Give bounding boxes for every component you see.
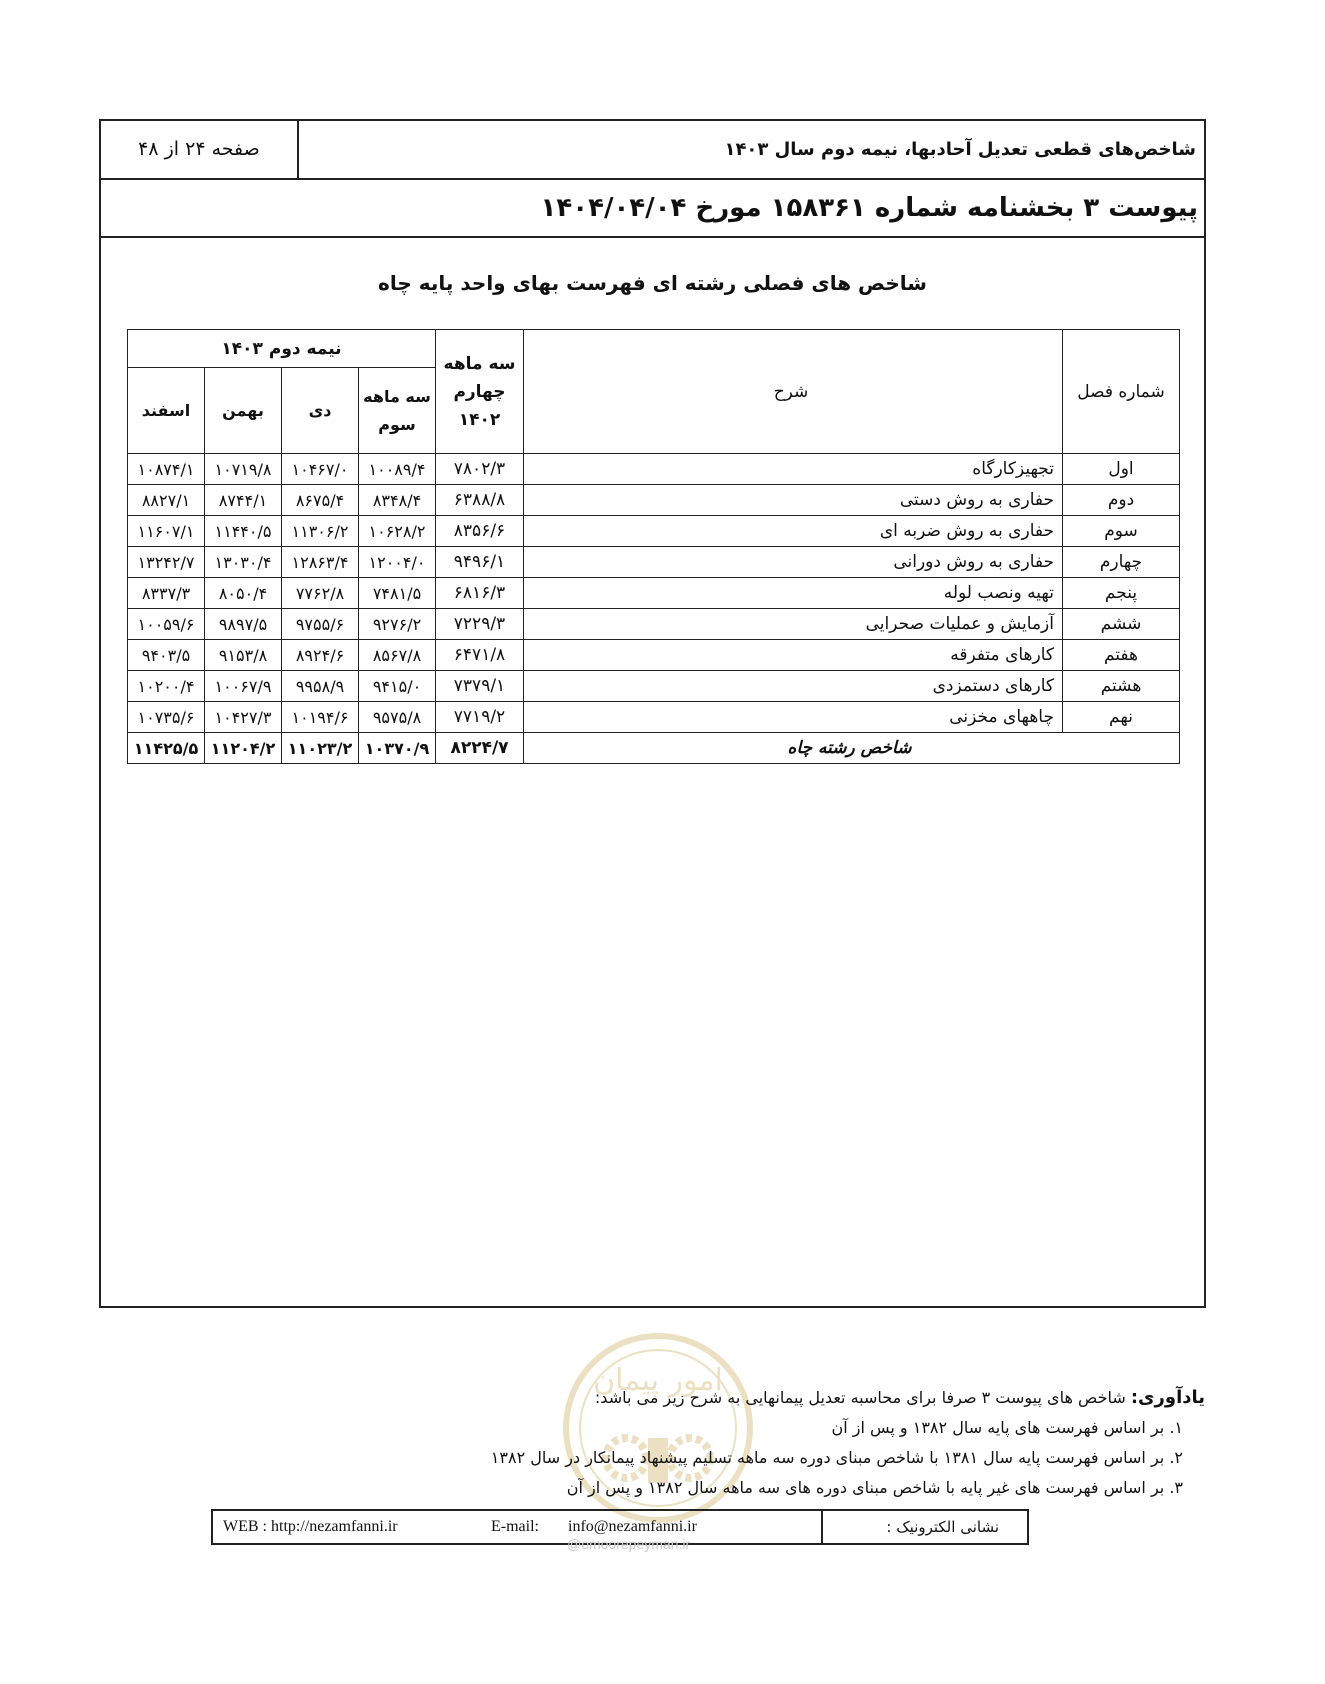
note-item-2: ۲. بر اساس فهرست پایه سال ۱۳۸۱ با شاخص مبنای دوره سه ماهه تسلیم پیشنهاد پیمانکار در سال ۱۳۸۲ [490,1448,1183,1467]
row-dey: ۱۲۸۶۳/۴ [282,547,359,578]
header-esfand: اسفند [128,368,205,454]
note-item-1: ۱. بر اساس فهرست های پایه سال ۱۳۸۲ و پس از آن [831,1418,1183,1437]
row-q4-1402: ۹۴۹۶/۱ [436,547,524,578]
row-q4-1402: ۶۸۱۶/۳ [436,578,524,609]
row-q4-1402: ۷۳۷۹/۱ [436,671,524,702]
header-q4-line2: چهارم [453,381,506,402]
row-dey: ۱۰۱۹۴/۶ [282,702,359,733]
header-title: شاخص‌های قطعی تعدیل آحادبها، نیمه دوم سال ۱۴۰۳ [724,139,1196,160]
row-bahman: ۱۰۴۲۷/۳ [205,702,282,733]
header-q3-line2: سوم [378,414,416,434]
row-bahman: ۸۷۴۴/۱ [205,485,282,516]
row-description: حفاری به روش دستی [524,485,1063,516]
header-bahman: بهمن [205,368,282,454]
total-dey: ۱۱۰۲۳/۲ [282,733,359,764]
row-q3: ۹۴۱۵/۰ [359,671,436,702]
page-number: صفحه ۲۴ از ۴۸ [101,121,299,178]
row-description: کارهای متفرقه [524,640,1063,671]
row-description: تهیه ونصب لوله [524,578,1063,609]
row-esfand: ۱۰۸۷۴/۱ [128,454,205,485]
header-q4-line3: ۱۴۰۲ [458,409,501,430]
row-esfand: ۱۱۶۰۷/۱ [128,516,205,547]
row-q3: ۹۲۷۶/۲ [359,609,436,640]
notes-lead [491,1383,1205,1413]
footer-web-link[interactable]: WEB : http://nezamfanni.ir [223,1518,398,1535]
row-dey: ۱۱۳۰۶/۲ [282,516,359,547]
header-description: شرح [524,330,1063,454]
page-frame [99,119,1206,1308]
row-chapter: نهم [1063,702,1180,733]
row-bahman: ۱۰۰۶۷/۹ [205,671,282,702]
row-bahman: ۹۸۹۷/۵ [205,609,282,640]
row-chapter: دوم [1063,485,1180,516]
total-label: شاخص رشته چاه [524,733,1180,764]
footer-email-label: E-mail: [491,1518,539,1535]
table-row [128,609,1180,640]
row-q3: ۱۰۶۲۸/۲ [359,516,436,547]
svg-text:امور پیمان: امور پیمان [593,1363,723,1398]
row-chapter: هشتم [1063,671,1180,702]
notes-lead-bold: یادآوری: [1130,1387,1205,1408]
total-q3: ۱۰۳۷۰/۹ [359,733,436,764]
table-row [128,547,1180,578]
table-row [128,671,1180,702]
row-description: حفاری به روش ضربه ای [524,516,1063,547]
row-description: کارهای دستمزدی [524,671,1063,702]
row-chapter: اول [1063,454,1180,485]
row-esfand: ۸۸۲۷/۱ [128,485,205,516]
row-q4-1402: ۷۲۲۹/۳ [436,609,524,640]
row-q3: ۸۳۴۸/۴ [359,485,436,516]
footer-email-link[interactable]: info@nezamfanni.ir [568,1518,697,1535]
row-q4-1402: ۸۳۵۶/۶ [436,516,524,547]
header-row [101,121,1204,180]
row-bahman: ۹۱۵۳/۸ [205,640,282,671]
header-q4-1402 [436,330,524,454]
row-dey: ۹۷۵۵/۶ [282,609,359,640]
row-q4-1402: ۶۴۷۱/۸ [436,640,524,671]
row-bahman: ۱۳۰۳۰/۴ [205,547,282,578]
row-q4-1402: ۶۳۸۸/۸ [436,485,524,516]
row-q3: ۷۴۸۱/۵ [359,578,436,609]
header-q3-line1: سه ماهه [363,386,431,406]
row-q3: ۹۵۷۵/۸ [359,702,436,733]
header-group-1403: نیمه دوم ۱۴۰۳ [128,330,436,368]
table-row [128,702,1180,733]
watermark-site: @omoorepeyman.ir [567,1536,691,1552]
table-row [128,640,1180,671]
table-row [128,578,1180,609]
table-row [128,485,1180,516]
row-esfand: ۹۴۰۳/۵ [128,640,205,671]
circular-row [101,180,1204,238]
row-esfand: ۱۰۲۰۰/۴ [128,671,205,702]
index-table [127,329,1180,764]
note-item-3: ۳. بر اساس فهرست های غیر پایه با شاخص مبنای دوره های سه ماهه سال ۱۳۸۲ و پس از آن [566,1478,1183,1497]
table-title: شاخص های فصلی رشته ای فهرست بهای واحد پایه چاه [378,271,927,295]
row-dey: ۱۰۴۶۷/۰ [282,454,359,485]
table-row [128,516,1180,547]
row-dey: ۷۷۶۲/۸ [282,578,359,609]
row-description: آزمایش و عملیات صحرایی [524,609,1063,640]
header-dey: دی [282,368,359,454]
header-q3 [359,368,436,454]
row-bahman: ۱۱۴۴۰/۵ [205,516,282,547]
row-esfand: ۱۳۲۴۲/۷ [128,547,205,578]
total-q4: ۸۲۲۴/۷ [436,733,524,764]
total-bahman: ۱۱۲۰۴/۲ [205,733,282,764]
row-chapter: هفتم [1063,640,1180,671]
row-chapter: ششم [1063,609,1180,640]
row-q3: ۱۰۰۸۹/۴ [359,454,436,485]
header-chapter: شماره فصل [1063,330,1180,454]
row-dey: ۸۹۲۴/۶ [282,640,359,671]
row-description: تجهیزکارگاه [524,454,1063,485]
row-chapter: پنجم [1063,578,1180,609]
total-row [128,733,1180,764]
row-chapter: چهارم [1063,547,1180,578]
row-description: حفاری به روش دورانی [524,547,1063,578]
row-q4-1402: ۷۷۱۹/۲ [436,702,524,733]
row-esfand: ۸۳۳۷/۳ [128,578,205,609]
circular-title: پیوست ۳ بخشنامه شماره ۱۵۸۳۶۱ مورخ ۱۴۰۴/۰۴/۰۴ [540,193,1198,223]
row-q4-1402: ۷۸۰۲/۳ [436,454,524,485]
footer-label: نشانی الکترونیک : [821,1511,1027,1543]
row-esfand: ۱۰۷۳۵/۶ [128,702,205,733]
row-dey: ۹۹۵۸/۹ [282,671,359,702]
row-dey: ۸۶۷۵/۴ [282,485,359,516]
row-bahman: ۸۰۵۰/۴ [205,578,282,609]
row-q3: ۸۵۶۷/۸ [359,640,436,671]
notes-block [491,1383,1205,1503]
total-esfand: ۱۱۴۲۵/۵ [128,733,205,764]
row-esfand: ۱۰۰۵۹/۶ [128,609,205,640]
table-row [128,454,1180,485]
header-q4-line1: سه ماهه [443,353,516,374]
row-q3: ۱۲۰۰۴/۰ [359,547,436,578]
row-description: چاههای مخزنی [524,702,1063,733]
row-bahman: ۱۰۷۱۹/۸ [205,454,282,485]
row-chapter: سوم [1063,516,1180,547]
notes-lead-text: شاخص های پیوست ۳ صرفا برای محاسبه تعدیل پیمانهایی به شرح زیر می باشد: [594,1388,1131,1407]
